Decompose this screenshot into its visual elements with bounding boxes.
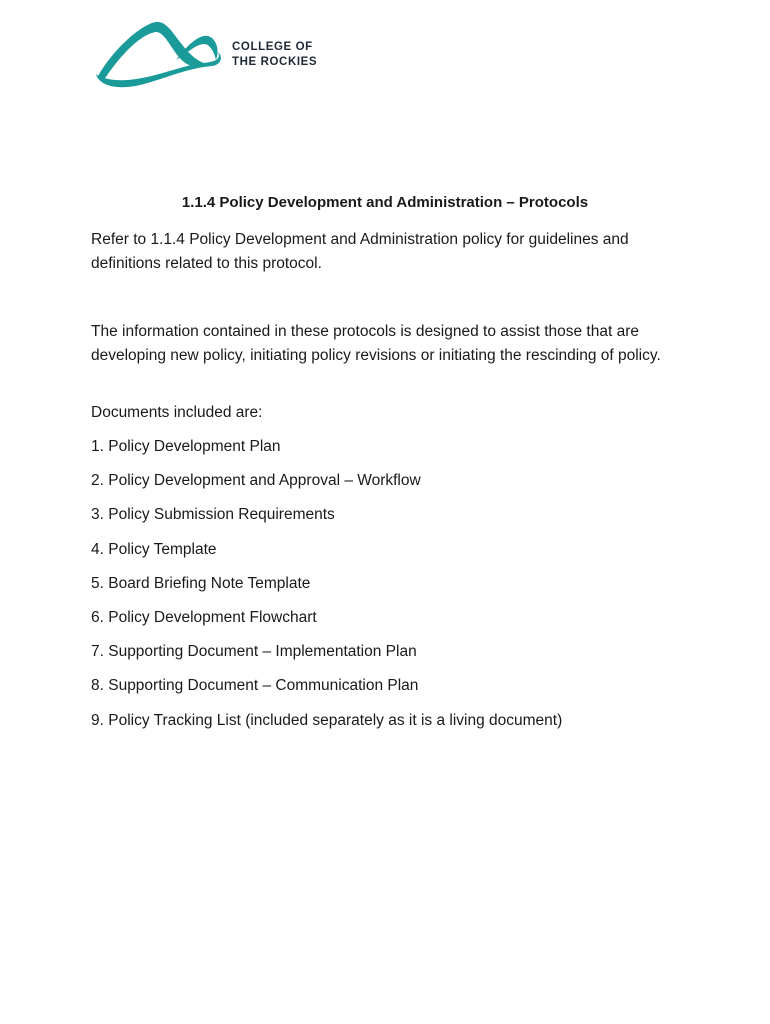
- list-item: 8. Supporting Document – Communication Plan: [91, 677, 419, 695]
- list-item: 7. Supporting Document – Implementation Plan: [91, 643, 417, 661]
- logo-line-1: COLLEGE OF: [232, 41, 313, 53]
- list-item: 5. Board Briefing Note Template: [91, 574, 311, 592]
- logo-wordmark: [232, 40, 317, 70]
- list-item: 1. Policy Development Plan: [91, 438, 281, 455]
- list-item: 4. Policy Template: [91, 540, 217, 558]
- list-item: 2. Policy Development and Approval – Workflow: [91, 472, 421, 490]
- list-item: 6. Policy Development Flowchart: [91, 608, 317, 626]
- mountain-logo-icon: [92, 18, 227, 92]
- college-logo: [92, 18, 332, 92]
- document-title: 1.1.4 Policy Development and Administration – Protocols: [181, 194, 589, 211]
- list-item: 9. Policy Tracking List (included separately as it is a living document): [91, 711, 563, 729]
- documents-list: [91, 435, 562, 743]
- logo-line-2: THE ROCKIES: [232, 56, 318, 68]
- list-item: 3. Policy Submission Requirements: [91, 506, 335, 524]
- documents-intro: Documents included are:: [91, 404, 263, 421]
- intro-paragraph: Refer to 1.1.4 Policy Development and Administration policy for guidelines and definitions related to this protocol.: [91, 231, 629, 272]
- purpose-paragraph: The information contained in these protocols is designed to assist those that are developing new policy, initiating policy revisions or initiating the rescinding of policy.: [91, 323, 661, 364]
